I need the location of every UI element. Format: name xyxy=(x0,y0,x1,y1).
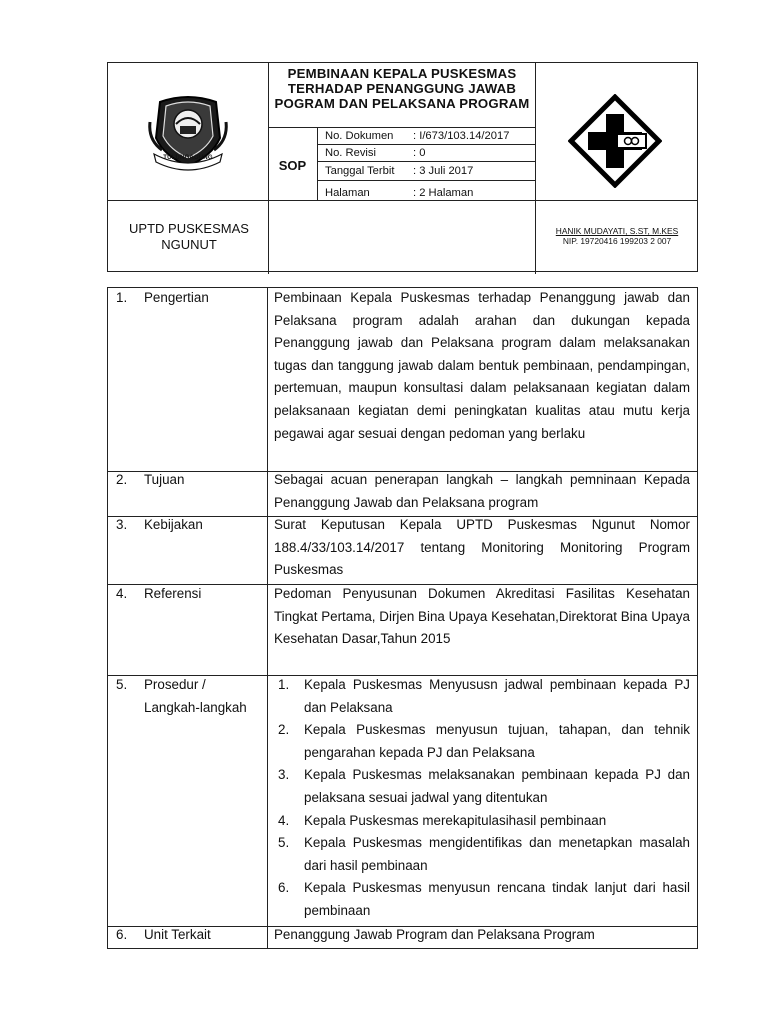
meta-key: No. Dokumen xyxy=(325,130,394,142)
meta-row-issue-date xyxy=(325,164,535,178)
step-text: Kepala Puskesmas Menyususn jadwal pembinaan kepada PJ dan Pelaksana xyxy=(304,677,690,715)
step-number: 2. xyxy=(278,722,290,738)
procedure-step xyxy=(270,810,690,833)
meta-value: : 0 xyxy=(413,147,426,159)
procedure-step xyxy=(270,877,690,922)
emblem-ribbon-text: TULUNGAGUNG xyxy=(163,155,213,161)
meta-key: No. Revisi xyxy=(325,147,376,159)
step-number: 6. xyxy=(278,880,290,896)
section-number: 1. xyxy=(116,290,128,305)
procedure-steps xyxy=(270,674,690,923)
signatory-nip: NIP. 19720416 199203 2 007 xyxy=(562,236,672,246)
section-label-line2: Langkah-langkah xyxy=(144,699,247,715)
meta-row-pages xyxy=(325,186,535,200)
section-label-kebijakan xyxy=(116,514,266,537)
section-label: Tujuan xyxy=(144,472,185,487)
step-text: Kepala Puskesmas melaksanakan pembinaan kepada PJ dan pelaksana sesuai jadwal yang ditentukan xyxy=(304,767,690,805)
signatory-name: HANIK MUDAYATI, S.ST, M.KES xyxy=(555,226,679,236)
meta-value: : 3 Juli 2017 xyxy=(413,165,474,177)
section-text-referensi: Pedoman Penyusunan Dokumen Akreditasi Fasilitas Kesehatan Tingkat Pertama, Dirjen Bina Upaya Kesehatan,Direktorat Bina Upaya Kesehatan Dasar,Tahun 2015 xyxy=(274,586,690,647)
section-label-unit-terkait xyxy=(116,924,266,947)
regency-emblem-logo xyxy=(140,92,236,172)
step-text: Kepala Puskesmas mengidentifikas dan menetapkan masalah dari hasil pembinaan xyxy=(304,835,690,873)
meta-row-revision xyxy=(325,146,535,160)
section-label: Prosedur / xyxy=(144,677,206,692)
signatory-block xyxy=(537,226,697,246)
meta-value: : 2 Halaman xyxy=(413,187,474,199)
procedure-step xyxy=(270,719,690,764)
section-text-kebijakan: Surat Keputusan Kepala UPTD Puskesmas Ngunut Nomor 188.4/33/103.14/2017 tentang Monitoring Monitoring Program Puskesmas xyxy=(274,517,690,578)
meta-key: Halaman xyxy=(325,187,370,199)
section-label-tujuan xyxy=(116,469,266,492)
step-number: 3. xyxy=(278,767,290,783)
procedure-step xyxy=(270,764,690,809)
unit-name: UPTD PUSKESMAS NGUNUT xyxy=(129,221,249,252)
step-number: 1. xyxy=(278,677,290,692)
step-number: 4. xyxy=(278,812,290,828)
section-number: 4. xyxy=(116,586,128,601)
section-text-tujuan: Sebagai acuan penerapan langkah – langkah pemninaan Kepada Penanggung Jawab dan Pelaksana program xyxy=(274,472,690,510)
section-label: Pengertian xyxy=(144,290,209,305)
puskesmas-cross-logo xyxy=(568,94,662,188)
step-number: 5. xyxy=(278,835,290,851)
meta-value: : I/673/103.14/2017 xyxy=(413,130,510,142)
section-text-unit-terkait: Penanggung Jawab Program dan Pelaksana Program xyxy=(274,927,595,942)
step-text: Kepala Puskesmas menyusun tujuan, tahapan, dan tehnik pengarahan kepada PJ dan Pelaksana xyxy=(304,722,690,760)
section-label-pengertian xyxy=(116,287,266,310)
meta-key: Tanggal Terbit xyxy=(325,165,395,177)
section-text-pengertian: Pembinaan Kepala Puskesmas terhadap Penanggung jawab dan Pelaksana program adalah arahan dan dukungan kepada Penanggung jawab dan Pelaksana program dalam melaksanakan tugas dan tanggung jawab dalam bentuk pembinaan, pendampingan, pertemuan, maupun konsultasi dalam pelaksanaan kegiatan dalam pelaksanaan kegiatan demi peningkatan kualitas atau mutu kerja pegawai agar sesuai dengan pedoman yang berlaku xyxy=(274,290,690,441)
section-number: 6. xyxy=(116,927,128,942)
section-number: 5. xyxy=(116,677,128,692)
section-label: Unit Terkait xyxy=(144,927,211,942)
section-label-referensi xyxy=(116,583,266,606)
section-label-prosedur xyxy=(116,674,266,719)
section-number: 3. xyxy=(116,517,128,532)
meta-row-document-number xyxy=(325,129,535,143)
step-text: Kepala Puskesmas menyusun rencana tindak lanjut dari hasil pembinaan xyxy=(304,880,690,918)
procedure-step xyxy=(270,832,690,877)
step-text: Kepala Puskesmas merekapitulasihasil pembinaan xyxy=(304,812,607,828)
sop-label: SOP xyxy=(278,158,307,173)
document-title: PEMBINAAN KEPALA PUSKESMAS TERHADAP PENANGGUNG JAWAB POGRAM DAN PELAKSANA PROGRAM xyxy=(274,66,530,111)
section-label: Kebijakan xyxy=(144,517,203,532)
section-label: Referensi xyxy=(144,586,202,601)
procedure-step xyxy=(270,674,690,719)
section-number: 2. xyxy=(116,472,128,487)
